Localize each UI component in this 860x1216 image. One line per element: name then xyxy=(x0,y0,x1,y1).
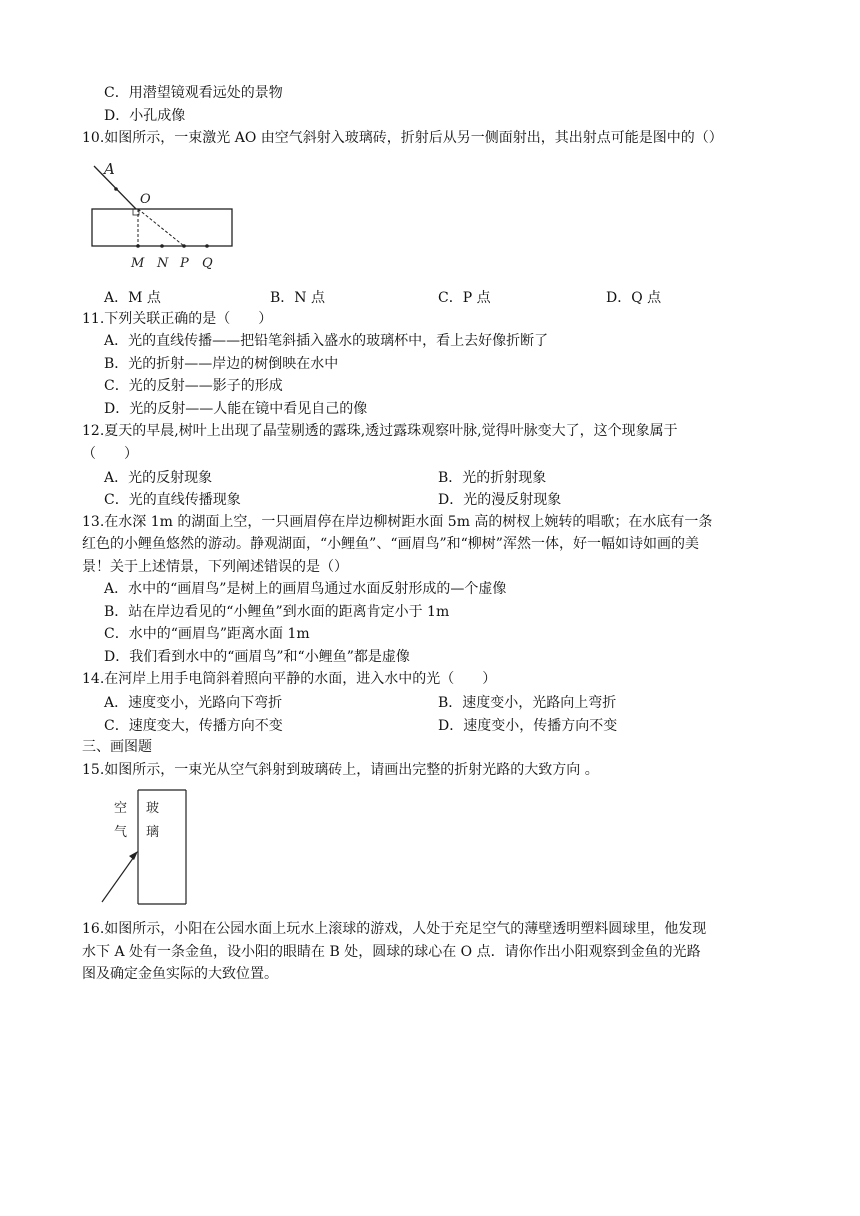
label-q: Q xyxy=(202,256,213,271)
point-n-dot xyxy=(160,244,164,248)
q9-option-d: D．小孔成像 xyxy=(104,108,186,124)
q10-option-d: D．Q 点 xyxy=(606,290,662,306)
q12-stem-line2: （ ） xyxy=(82,446,138,462)
label-a: A xyxy=(104,160,115,178)
q14-stem: 14.在河岸上用手电筒斜着照向平静的水面，进入水中的光（ ） xyxy=(82,671,497,687)
q10-option-b: B．N 点 xyxy=(270,290,325,306)
q11-option-d: D．光的反射——人能在镜中看见自己的像 xyxy=(104,401,368,417)
q14-option-d: D．速度变小，传播方向不变 xyxy=(438,718,618,734)
q12-option-d: D．光的漫反射现象 xyxy=(438,492,562,508)
point-q-dot xyxy=(205,244,209,248)
point-m-dot xyxy=(136,244,140,248)
q10-option-a: A．M 点 xyxy=(104,290,161,306)
incident-ray xyxy=(102,854,136,902)
label-air-1: 空 xyxy=(114,801,128,816)
q13-stem-line1: 13.在水深 1m 的湖面上空，一只画眉停在岸边柳树距水面 5m 高的树杈上婉转的唱歌；在水底有一条 xyxy=(82,514,713,530)
q12-stem-line1: 12.夏天的早晨,树叶上出现了晶莹剔透的露珠,透过露珠观察叶脉,觉得叶脉变大了，这个现象属于 xyxy=(82,423,678,439)
q10-figure xyxy=(86,152,256,274)
q16-stem-line3: 图及确定金鱼实际的大致位置。 xyxy=(82,966,278,982)
point-a-dot xyxy=(114,187,118,191)
q10-option-c: C．P 点 xyxy=(438,290,491,306)
q12-option-b: B．光的折射现象 xyxy=(438,470,547,486)
q15-stem: 15.如图所示，一束光从空气斜射到玻璃砖上，请画出完整的折射光路的大致方向 。 xyxy=(82,762,599,778)
arrow-head-icon xyxy=(129,851,138,860)
q13-option-d: D．我们看到水中的“画眉鸟”和“小鲤鱼”都是虚像 xyxy=(104,649,410,665)
q12-option-a: A．光的反射现象 xyxy=(104,470,213,486)
q11-option-c: C．光的反射——影子的形成 xyxy=(104,378,283,394)
label-glass-2: 璃 xyxy=(146,825,160,840)
q14-option-a: A．速度变小，光路向下弯折 xyxy=(104,695,283,711)
glass-brick xyxy=(92,209,232,246)
incident-ray xyxy=(94,166,136,209)
section-title: 三、画图题 xyxy=(82,739,152,755)
q13-option-c: C．水中的“画眉鸟”距离水面 1m xyxy=(104,626,310,642)
q13-option-a: A．水中的“画眉鸟”是树上的画眉鸟通过水面反射形成的—个虚像 xyxy=(104,581,507,597)
q15-figure xyxy=(98,788,190,908)
q10-stem: 10.如图所示，一束激光 AO 由空气斜射入玻璃砖，折射后从另一侧面射出，其出射点可能是图中的（） xyxy=(82,130,723,146)
q14-option-c: C．速度变大，传播方向不变 xyxy=(104,718,283,734)
q9-option-c: C．用潜望镜观看远处的景物 xyxy=(104,85,283,101)
q16-stem-line1: 16.如图所示，小阳在公园水面上玩水上滚球的游戏，人处于充足空气的薄壁透明塑料圆球里，他发现 xyxy=(82,921,707,937)
label-air-2: 气 xyxy=(114,825,128,840)
q11-option-a: A．光的直线传播——把铅笔斜插入盛水的玻璃杯中，看上去好像折断了 xyxy=(104,333,549,349)
q16-stem-line2: 水下 A 处有一条金鱼，设小阳的眼睛在 B 处，圆球的球心在 O 点．请你作出小阳观察到金鱼的光路 xyxy=(82,944,701,960)
label-o: O xyxy=(140,192,151,207)
refracted-ray xyxy=(138,209,184,246)
label-p: P xyxy=(180,256,189,271)
q11-option-b: B．光的折射——岸边的树倒映在水中 xyxy=(104,356,339,372)
q11-stem: 11.下列关联正确的是（ ） xyxy=(82,311,273,327)
label-n: N xyxy=(157,256,169,271)
q12-option-c: C．光的直线传播现象 xyxy=(104,492,241,508)
label-m: M xyxy=(131,256,145,271)
point-p-dot xyxy=(182,244,186,248)
label-glass-1: 玻 xyxy=(146,801,160,816)
q14-option-b: B．速度变小，光路向上弯折 xyxy=(438,695,617,711)
q13-stem-line2: 红色的小鲤鱼悠然的游动。静观湖面，“小鲤鱼”、“画眉鸟”和“柳树”浑然一体，好一幅如诗如画的美 xyxy=(82,536,699,552)
q13-option-b: B．站在岸边看见的“小鲤鱼”到水面的距离肯定小于 1m xyxy=(104,604,450,620)
q13-stem-line3: 景！关于上述情景，下列阐述错误的是（） xyxy=(82,559,348,575)
